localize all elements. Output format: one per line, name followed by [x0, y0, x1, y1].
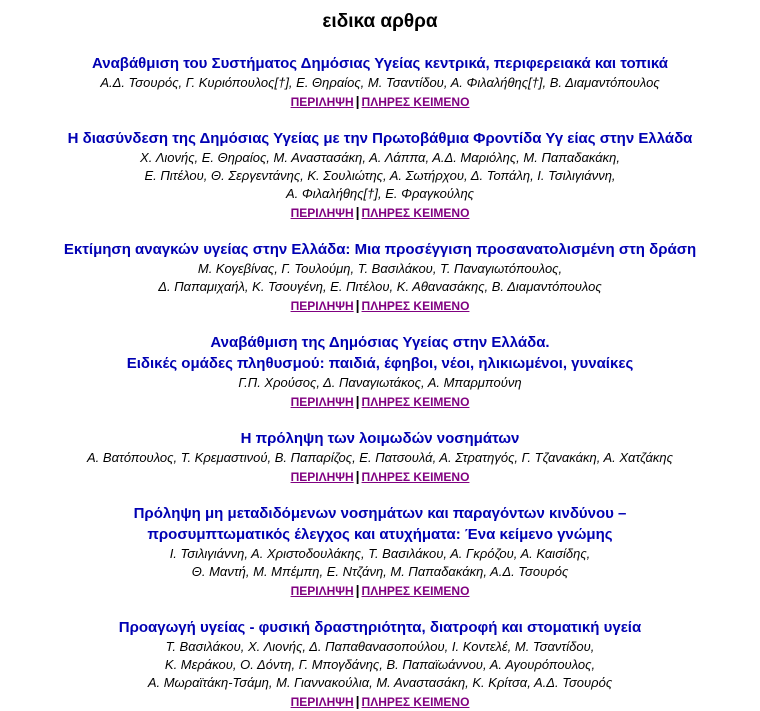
- fulltext-link[interactable]: ΠΛΗΡΕΣ ΚΕΙΜΕΝΟ: [361, 395, 470, 409]
- article-authors: Τ. Βασιλάκου, Χ. Λιονής, Δ. Παπαθανασοπούλου, Ι. Κοντελέ, Μ. Τσαντίδου, Κ. Μεράκου, Ο. Δόντη, Γ. Μπογδάνης, Β. Παπαϊωάννου, Α. Αγουρόπουλος, Α. Μωραϊτάκη-Τσάμη, Μ. Γιαννακούλια, Μ. Αναστασάκη, Κ. Κρίτσα, Α.Δ. Τσουρός: [147, 639, 613, 690]
- article-title: Η πρόληψη των λοιμωδών νοσημάτων: [240, 430, 520, 447]
- article-6: [0, 503, 760, 600]
- summary-link[interactable]: ΠΕΡΙΛΗΨΗ: [290, 584, 354, 598]
- article-1: [0, 53, 760, 111]
- article-2: [0, 128, 760, 222]
- fulltext-link[interactable]: ΠΛΗΡΕΣ ΚΕΙΜΕΝΟ: [361, 470, 470, 484]
- article-links: [0, 581, 760, 600]
- article-authors: Μ. Κογεβίνας, Γ. Τουλούμη, Τ. Βασιλάκου, Τ. Παναγιωτόπουλος, Δ. Παπαμιχαήλ, Κ. Τσουγένη, Ε. Πιτέλου, Κ. Αθανασάκης, Β. Διαμαντόπουλος: [158, 261, 602, 294]
- section-title: ειδικα αρθρα: [322, 11, 438, 32]
- article-5: [0, 428, 760, 486]
- article-title: Αναβάθμιση της Δημόσιας Υγείας στην Ελλάδα. Ειδικές ομάδες πληθυσμού: παιδιά, έφηβοι, νέοι, ηλικιωμένοι, γυναίκες: [126, 334, 634, 372]
- article-title: Προαγωγή υγείας - φυσική δραστηριότητα, διατροφή και στοματική υγεία: [118, 619, 642, 636]
- article-title: Αναβάθμιση του Συστήματος Δημόσιας Υγείας κεντρικά, περιφερειακά και τοπικά: [91, 55, 669, 72]
- fulltext-link[interactable]: ΠΛΗΡΕΣ ΚΕΙΜΕΝΟ: [361, 584, 470, 598]
- article-links: [0, 692, 760, 711]
- article-7: [0, 617, 760, 711]
- link-separator: |: [355, 204, 360, 220]
- article-title: Πρόληψη μη μεταδιδόμενων νοσημάτων και παραγόντων κινδύνου – προσυμπτωματικός έλεγχος και ατυχήματα: Ένα κείμενο γνώμης: [133, 505, 627, 543]
- link-separator: |: [355, 93, 360, 109]
- link-separator: |: [355, 693, 360, 709]
- article-3: [0, 239, 760, 315]
- fulltext-link[interactable]: ΠΛΗΡΕΣ ΚΕΙΜΕΝΟ: [361, 206, 470, 220]
- article-authors: Α. Βατόπουλος, Τ. Κρεμαστινού, Β. Παπαρίζος, Ε. Πατσουλά, Α. Στρατηγός, Γ. Τζανακάκη, Α. Χατζάκης: [87, 450, 673, 465]
- article-links: [0, 296, 760, 315]
- article-links: [0, 203, 760, 222]
- summary-link[interactable]: ΠΕΡΙΛΗΨΗ: [290, 95, 354, 109]
- article-title: Εκτίμηση αναγκών υγείας στην Ελλάδα: Μια προσέγγιση προσανατολισμένη στη δράση: [63, 241, 697, 258]
- summary-link[interactable]: ΠΕΡΙΛΗΨΗ: [290, 206, 354, 220]
- summary-link[interactable]: ΠΕΡΙΛΗΨΗ: [290, 695, 354, 709]
- fulltext-link[interactable]: ΠΛΗΡΕΣ ΚΕΙΜΕΝΟ: [361, 95, 470, 109]
- article-links: [0, 92, 760, 111]
- summary-link[interactable]: ΠΕΡΙΛΗΨΗ: [290, 299, 354, 313]
- link-separator: |: [355, 297, 360, 313]
- link-separator: |: [355, 468, 360, 484]
- article-4: [0, 332, 760, 411]
- summary-link[interactable]: ΠΕΡΙΛΗΨΗ: [290, 395, 354, 409]
- article-links: [0, 392, 760, 411]
- article-authors: Α.Δ. Τσουρός, Γ. Κυριόπουλος[†], Ε. Θηραίος, Μ. Τσαντίδου, Α. Φιλαλήθης[†], Β. Διαμαντόπουλος: [100, 75, 660, 90]
- article-authors: Χ. Λιονής, Ε. Θηραίος, Μ. Αναστασάκη, Α. Λάππα, Α.Δ. Μαριόλης, Μ. Παπαδακάκη, Ε. Πιτέλου, Θ. Σεργεντάνης, Κ. Σουλιώτης, Α. Σωτήρχου, Δ. Τοπάλη, Ι. Τσιλιγιάννη, Α. Φιλαλήθης[†], Ε. Φραγκούλης: [140, 150, 620, 201]
- article-links: [0, 467, 760, 486]
- article-authors: Ι. Τσιλιγιάννη, Α. Χριστοδουλάκης, Τ. Βασιλάκου, Α. Γκρόζου, Α. Καισίδης, Θ. Μαντή, Μ. Μπέμπη, Ε. Ντζάνη, Μ. Παπαδακάκη, Α.Δ. Τσουρός: [169, 546, 591, 579]
- fulltext-link[interactable]: ΠΛΗΡΕΣ ΚΕΙΜΕΝΟ: [361, 695, 470, 709]
- article-title: Η διασύνδεση της Δημόσιας Υγείας με την Πρωτοβάθμια Φροντίδα Υγ είας στην Ελλάδα: [67, 130, 693, 147]
- summary-link[interactable]: ΠΕΡΙΛΗΨΗ: [290, 470, 354, 484]
- article-authors: Γ.Π. Χρούσος, Δ. Παναγιωτάκος, Α. Μπαρμπούνη: [238, 375, 522, 390]
- fulltext-link[interactable]: ΠΛΗΡΕΣ ΚΕΙΜΕΝΟ: [361, 299, 470, 313]
- link-separator: |: [355, 582, 360, 598]
- link-separator: |: [355, 393, 360, 409]
